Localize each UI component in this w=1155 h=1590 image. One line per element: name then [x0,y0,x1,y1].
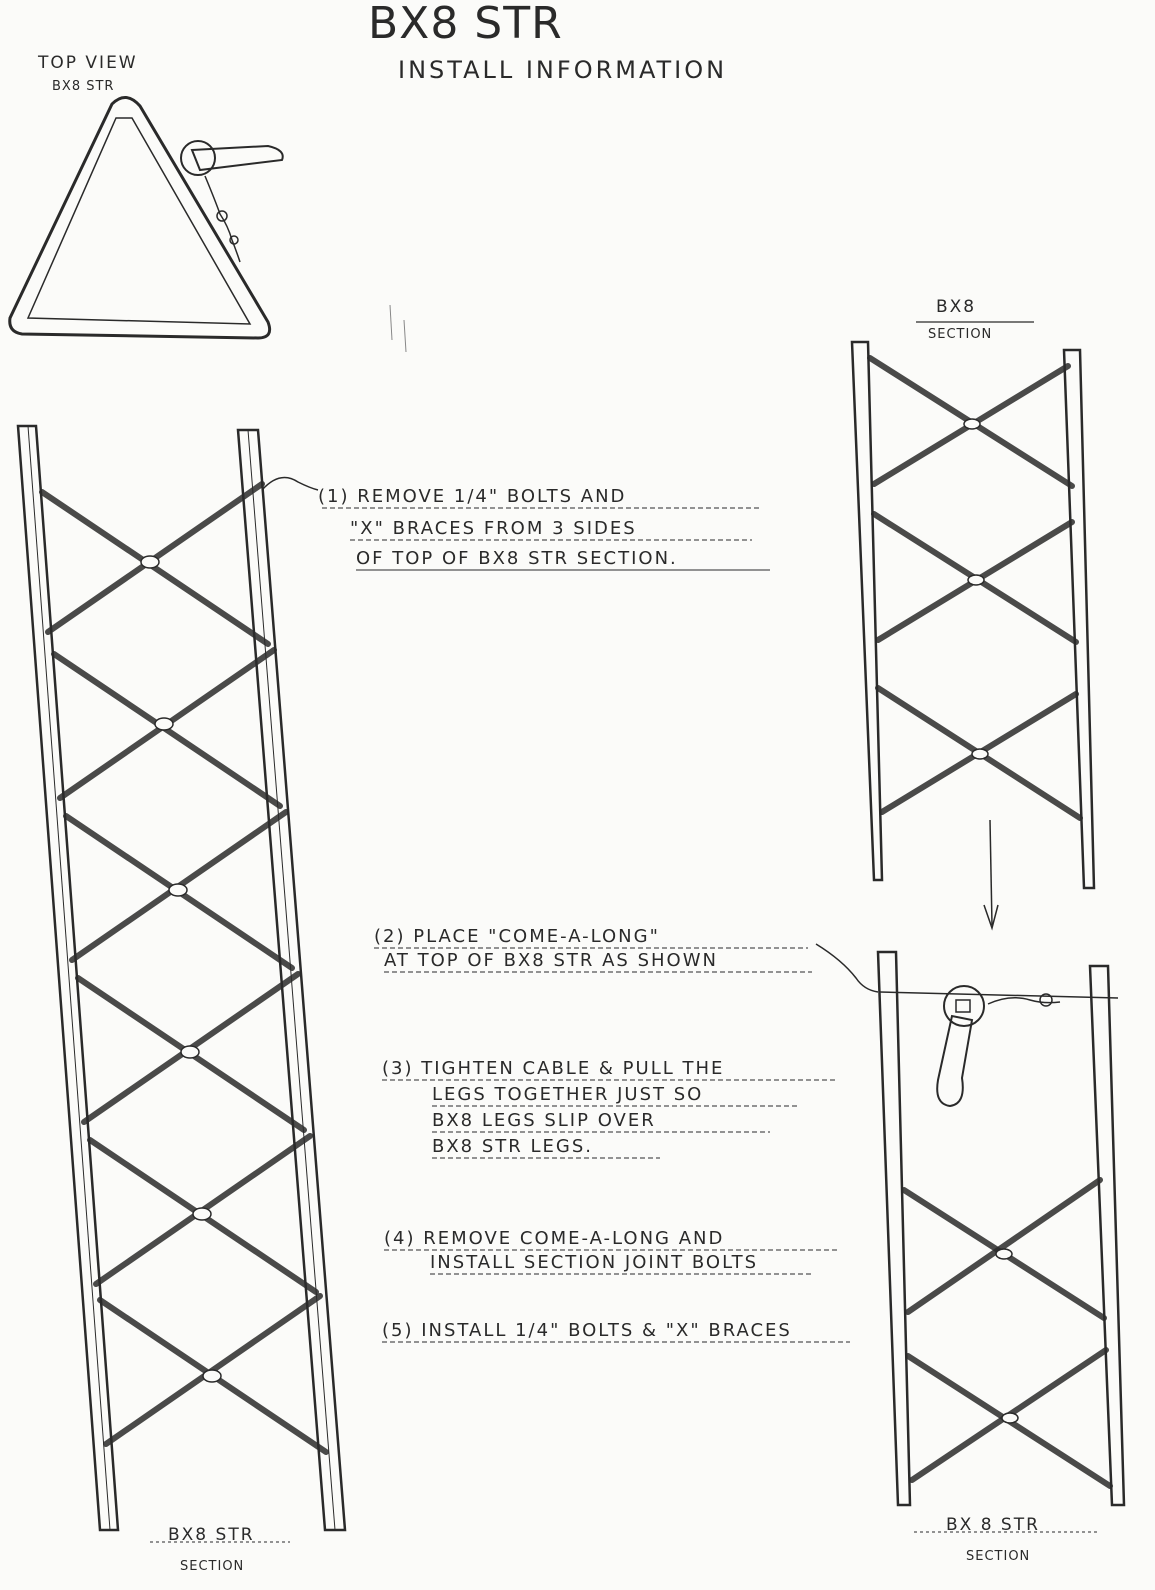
svg-text:(4) REMOVE COME-A-LONG AND: (4) REMOVE COME-A-LONG AND [384,1228,725,1249]
down-arrow-icon [984,820,998,928]
svg-text:"X" BRACES FROM 3 SIDES: "X" BRACES FROM 3 SIDES [350,518,637,539]
svg-text:(5) INSTALL 1/4" BOLTS & "X" B: (5) INSTALL 1/4" BOLTS & "X" BRACES [382,1320,792,1341]
page-title: BX8 STR [368,0,563,49]
bx8-section-label: BX8 [936,297,977,317]
bx8-section-sublabel: SECTION [928,327,993,342]
page-subtitle: INSTALL INFORMATION [398,56,728,84]
step2-note [374,926,812,972]
step2-pointer [816,944,878,992]
svg-text:(1) REMOVE 1/4" BOLTS AND: (1) REMOVE 1/4" BOLTS AND [318,486,627,507]
svg-text:INSTALL SECTION JOINT BOLTS: INSTALL SECTION JOINT BOLTS [430,1252,759,1273]
bx8-str-tower-left [18,426,345,1530]
svg-text:OF TOP OF BX8 STR SECTION.: OF TOP OF BX8 STR SECTION. [356,548,678,569]
step3-note [382,1058,836,1158]
top-view-sublabel: BX8 STR [52,79,115,94]
scan-marks [390,305,406,352]
svg-text:BX8 LEGS SLIP OVER: BX8 LEGS SLIP OVER [432,1110,656,1131]
svg-text:(3) TIGHTEN CABLE & PULL THE: (3) TIGHTEN CABLE & PULL THE [382,1058,725,1079]
bx8-str-section-left-sublabel: SECTION [180,1559,245,1574]
come-a-long-drawing [937,986,1060,1106]
svg-text:BX8 STR LEGS.: BX8 STR LEGS. [432,1136,593,1157]
bx8-str-section-right-sublabel: SECTION [966,1549,1031,1564]
bx8-str-tower-lower-right [878,952,1124,1505]
bx8-str-section-right-label: BX 8 STR [946,1515,1040,1535]
bx8-str-section-left-label: BX8 STR [168,1525,255,1545]
svg-text:LEGS TOGETHER JUST SO: LEGS TOGETHER JUST SO [432,1084,704,1105]
step5-note [382,1320,850,1342]
step1-note [318,486,770,570]
svg-text:AT TOP OF BX8 STR AS SHOWN: AT TOP OF BX8 STR AS SHOWN [384,950,718,971]
step4-note [384,1228,840,1274]
bx8-tower-upper-right [852,342,1094,888]
top-view-triangle-drawing [10,97,283,338]
top-view-label: TOP VIEW [38,53,138,73]
svg-text:(2) PLACE "COME-A-LONG": (2) PLACE "COME-A-LONG" [374,926,660,947]
step1-pointer [262,478,318,491]
